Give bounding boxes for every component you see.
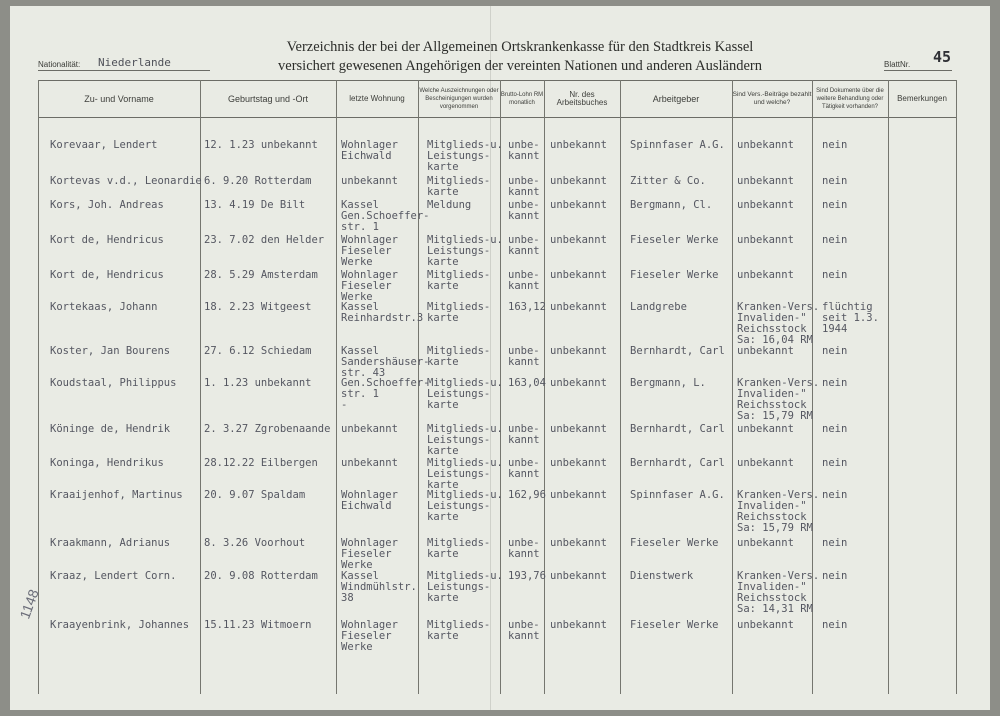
table-cell: Mitglieds- karte — [427, 345, 491, 368]
table-cell: unbe- kannt — [508, 457, 540, 480]
table-cell: Bernhardt, Carl — [630, 423, 725, 435]
table-cell: Kraaijenhof, Martinus — [50, 489, 183, 501]
table-cell: Kassel Reinhardstr.3 — [341, 301, 424, 324]
table-cell: nein — [822, 423, 848, 435]
table-cell: unbe- kannt — [508, 175, 540, 198]
column-header: Nr. des Arbeitsbuches — [556, 90, 608, 107]
table-cell: Mitglieds-u. Leistungs- karte — [427, 423, 503, 457]
table-cell: unbe- kannt — [508, 537, 540, 560]
table-cell: Landgrebe — [630, 301, 687, 313]
table-cell: Mitglieds-u. Leistungs- karte — [427, 489, 503, 523]
table-cell: Zitter & Co. — [630, 175, 706, 187]
table-cell: Köninge de, Hendrik — [50, 423, 171, 435]
table-cell: unbekannt — [737, 537, 794, 549]
table-cell: Meldung — [427, 199, 472, 211]
table-cell: Koster, Jan Bourens — [50, 345, 171, 357]
table-cell: 20. 9.07 Spaldam — [204, 489, 306, 501]
table-cell: unbekannt — [550, 139, 607, 151]
table-cell: nein — [822, 619, 848, 631]
table-cell: Kranken-Vers. Invaliden-" Reichsstock Sa: 15,79 RM — [737, 489, 820, 534]
table-cell: Mitglieds-u. Leistungs- karte — [427, 570, 503, 604]
table-cell: nein — [822, 377, 848, 389]
table-cell: nein — [822, 175, 848, 187]
margin-note: 1148 — [16, 587, 42, 621]
table-cell: unbekannt — [550, 301, 607, 313]
table-cell: unbekannt — [737, 457, 794, 469]
table-cell: 13. 4.19 De Bilt — [204, 199, 306, 211]
table-cell: 193,76 — [508, 570, 546, 582]
table-cell: unbekannt — [737, 234, 794, 246]
table-cell: Bergmann, L. — [630, 377, 706, 389]
column-header: Arbeitgeber — [652, 94, 700, 104]
table-cell: Koninga, Hendrikus — [50, 457, 164, 469]
table-cell: unbekannt — [341, 457, 398, 469]
table-cell: Mitglieds-u. Leistungs- karte — [427, 377, 503, 411]
table-cell: Bergmann, Cl. — [630, 199, 713, 211]
table-cell: Bernhardt, Carl — [630, 345, 725, 357]
table-cell: Kranken-Vers. Invaliden-" Reichsstock Sa: 16,04 RM — [737, 301, 820, 346]
table-cell: Mitglieds- karte — [427, 269, 491, 292]
table-cell: 20. 9.08 Rotterdam — [204, 570, 318, 582]
table-cell: nein — [822, 269, 848, 281]
table-cell: 23. 7.02 den Helder — [204, 234, 325, 246]
table-cell: unbe- kannt — [508, 269, 540, 292]
table-cell: unbekannt — [737, 139, 794, 151]
table-cell: 27. 6.12 Schiedam — [204, 345, 312, 357]
table-cell: unbe- kannt — [508, 234, 540, 257]
table-cell: unbekannt — [341, 175, 398, 187]
table-cell: 163,04 — [508, 377, 546, 389]
table-cell: Mitglieds- karte — [427, 301, 491, 324]
table-cell: Mitglieds- karte — [427, 537, 491, 560]
table-top-rule — [38, 80, 956, 81]
table-cell: unbekannt — [550, 537, 607, 549]
table-cell: Kassel Gen.Schoeffer- str. 1 — [341, 199, 430, 233]
column-header: Sind Dokumente über die weitere Behandlung oder Tätigkeit vorhanden? — [816, 88, 884, 110]
table-cell: unbekannt — [550, 619, 607, 631]
column-header: Bemerkungen — [897, 94, 947, 103]
nationality-label: Nationalität: — [38, 60, 81, 69]
table-cell: Wohnlager Fieseler Werke — [341, 269, 398, 303]
table-cell: unbe- kannt — [508, 619, 540, 642]
title-line-2: versichert gewesenen Angehörigen der vereinten Nationen und anderen Ausländern — [278, 58, 762, 74]
table-cell: unbekannt — [550, 570, 607, 582]
table-cell: Kraakmann, Adrianus — [50, 537, 171, 549]
table-cell: Mitglieds-u. Leistungs- karte — [427, 139, 503, 173]
table-cell: 12. 1.23 unbekannt — [204, 139, 318, 151]
table-cell: nein — [822, 489, 848, 501]
sheet-number: 45 — [933, 48, 952, 66]
title-line-1: Verzeichnis der bei der Allgemeinen Ortskrankenkasse für den Stadtkreis Kassel — [286, 39, 754, 55]
table-cell: unbekannt — [550, 457, 607, 469]
table-cell: unbe- kannt — [508, 139, 540, 162]
table-cell: unbekannt — [737, 269, 794, 281]
table-cell: 18. 2.23 Witgeest — [204, 301, 312, 313]
table-cell: unbe- kannt — [508, 345, 540, 368]
table-cell: Mitglieds-u. Leistungs- karte — [427, 234, 503, 268]
column-header: Zu- und Vorname — [84, 94, 154, 104]
table-cell: nein — [822, 537, 848, 549]
table-cell: nein — [822, 139, 848, 151]
table-cell: Kranken-Vers. Invaliden-" Reichsstock Sa: 14,31 RM — [737, 570, 820, 615]
table-cell: flüchtig seit 1.3. 1944 — [822, 301, 879, 335]
table-cell: Wohnlager Fieseler Werke — [341, 234, 398, 268]
table-cell: unbekannt — [737, 619, 794, 631]
table-cell: unbe- kannt — [508, 199, 540, 222]
table-cell: unbe- kannt — [508, 423, 540, 446]
table-cell: nein — [822, 570, 848, 582]
column-header: Sind Vers.-Beiträge bezahlt und welche? — [732, 91, 812, 106]
document-title — [240, 38, 800, 76]
table-cell: 1. 1.23 unbekannt — [204, 377, 312, 389]
table-cell: Gen.Schoeffer- str. 1 - — [341, 377, 430, 411]
table-cell: Wohnlager Eichwald — [341, 489, 398, 512]
table-cell: Wohnlager Eichwald — [341, 139, 398, 162]
table-cell: 28.12.22 Eilbergen — [204, 457, 318, 469]
column-rule — [888, 80, 889, 694]
table-cell: unbekannt — [737, 423, 794, 435]
table-cell: Kors, Joh. Andreas — [50, 199, 164, 211]
table-cell: Spinnfaser A.G. — [630, 489, 725, 501]
table-cell: Kranken-Vers. Invaliden-" Reichsstock Sa: 15,79 RM — [737, 377, 820, 422]
table-cell: Mitglieds- karte — [427, 175, 491, 198]
table-cell: Mitglieds-u. Leistungs- karte — [427, 457, 503, 491]
column-rule — [336, 80, 337, 694]
table-cell: 28. 5.29 Amsterdam — [204, 269, 318, 281]
table-cell: Mitglieds- karte — [427, 619, 491, 642]
table-cell: Fieseler Werke — [630, 619, 719, 631]
table-cell: nein — [822, 234, 848, 246]
table-cell: Bernhardt, Carl — [630, 457, 725, 469]
table-cell: nein — [822, 199, 848, 211]
nationality-underline — [38, 70, 210, 71]
table-cell: 163,12 — [508, 301, 546, 313]
table-cell: Fieseler Werke — [630, 269, 719, 281]
column-rule — [956, 80, 957, 694]
table-cell: unbekannt — [737, 345, 794, 357]
table-cell: 2. 3.27 Zgrobenaande — [204, 423, 331, 435]
table-cell: nein — [822, 457, 848, 469]
table-cell: nein — [822, 345, 848, 357]
column-header: Welche Auszeichnungen oder Bescheinigungen wurden vorgenommen — [419, 88, 499, 110]
table-cell: Kraaz, Lendert Corn. — [50, 570, 177, 582]
table-cell: unbekannt — [550, 345, 607, 357]
table-cell: Wohnlager Fieseler Werke — [341, 537, 398, 571]
table-cell: Kassel Windmühlstr. 38 — [341, 570, 417, 604]
table-cell: unbekannt — [737, 199, 794, 211]
table-cell: Korevaar, Lendert — [50, 139, 158, 151]
table-cell: unbekannt — [341, 423, 398, 435]
column-rule — [620, 80, 621, 694]
table-cell: unbekannt — [550, 234, 607, 246]
table-cell: unbekannt — [550, 269, 607, 281]
table-header-rule — [38, 117, 956, 118]
column-rule — [732, 80, 733, 694]
table-cell: unbekannt — [550, 199, 607, 211]
table-cell: 15.11.23 Witmoern — [204, 619, 312, 631]
table-cell: unbekannt — [550, 489, 607, 501]
column-header: letzte Wohnung — [349, 94, 405, 103]
table-cell: unbekannt — [550, 377, 607, 389]
table-cell: Fieseler Werke — [630, 234, 719, 246]
table-cell: Koudstaal, Philippus — [50, 377, 177, 389]
table-cell: Kort de, Hendricus — [50, 269, 164, 281]
column-rule — [200, 80, 201, 694]
column-header: Brutto-Lohn RM monatlich — [500, 92, 544, 106]
table-cell: unbekannt — [550, 423, 607, 435]
table-cell: Kort de, Hendricus — [50, 234, 164, 246]
table-cell: Kassel Sandershäuser- str. 43 — [341, 345, 430, 379]
table-cell: 162,96 — [508, 489, 546, 501]
table-cell: Kraayenbrink, Johannes — [50, 619, 190, 631]
sheet-label: BlattNr. — [884, 60, 911, 69]
table-cell: Kortevas v.d., Leonardie — [50, 175, 202, 187]
table-cell: unbekannt — [550, 175, 607, 187]
sheet-underline — [884, 70, 952, 71]
column-header: Geburtstag und -Ort — [227, 94, 309, 104]
table-cell: Spinnfaser A.G. — [630, 139, 725, 151]
table-cell: Wohnlager Fieseler Werke — [341, 619, 398, 653]
table-cell: Dienstwerk — [630, 570, 694, 582]
table-cell: 6. 9.20 Rotterdam — [204, 175, 312, 187]
table-cell: 8. 3.26 Voorhout — [204, 537, 306, 549]
table-cell: Fieseler Werke — [630, 537, 719, 549]
nationality-value: Niederlande — [98, 56, 171, 69]
table-cell: Kortekaas, Johann — [50, 301, 158, 313]
table-cell: unbekannt — [737, 175, 794, 187]
